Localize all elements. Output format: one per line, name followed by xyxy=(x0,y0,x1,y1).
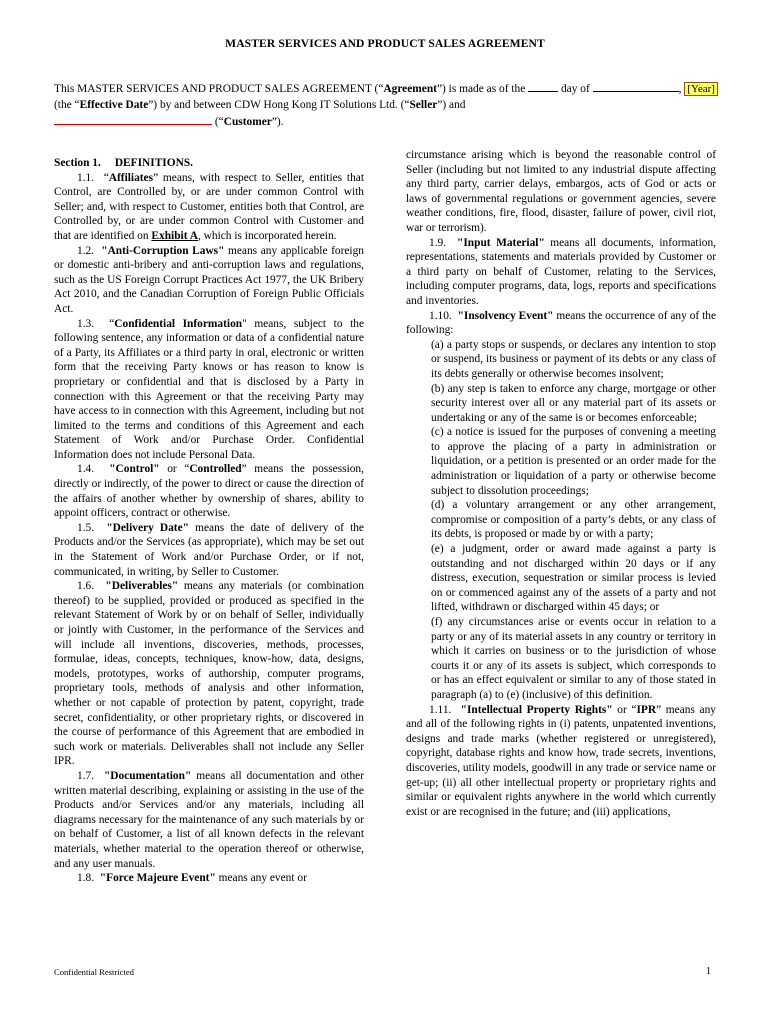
defined-term: "Insolvency Event" xyxy=(457,309,554,322)
month-blank-field[interactable] xyxy=(593,80,679,92)
definition-text: means the date of delivery of the Products and/or the Services (as appropriate), which may be set out in the Statement of Work and/or Purchase Order, or if not, communicated, in writing, by Seller to Customer. xyxy=(54,521,364,578)
intro-paragraph xyxy=(54,80,718,130)
document-title: MASTER SERVICES AND PRODUCT SALES AGREEMENT xyxy=(225,37,545,50)
footer-classification: Confidential Restricted xyxy=(54,967,134,977)
defined-term: "Intellectual Property Rights" xyxy=(460,703,613,716)
definition-1-3 xyxy=(54,317,364,463)
insolvency-item-d: (d) a voluntary arrangement or any other arrangement, compromise or composition of a party’s debts, or any class of its debts, is proposed or made by or with a party; xyxy=(431,499,716,541)
clause-number: 1.2. xyxy=(77,244,95,257)
intro-text: (“ xyxy=(214,116,224,128)
seller-term: Seller xyxy=(409,99,438,111)
definition-text: or “ xyxy=(612,703,637,716)
definition-text: means any materials (or combination thereof) to be supplied, provided or produced as specified in the relevant Statement of Work by or on behalf of Seller, individually or jointly with Customer, in the performance of the Services and will include all inventions, discoveries, methods, processes, formulae, ideas, concepts, techniques, know-how, data, designs, models, prototypes, works of authorship, computer programs, proprietary tools, methods of analysis and other information, whether or not capable of protection by patent, copyright, trade secret, confidentiality, or other proprietary rights, or discovered in the course of performance of this Agreement that are embodied in such work or materials. Deliverables shall not include any Seller IPR. xyxy=(54,580,364,768)
intro-text: ”) is made as of the xyxy=(436,83,526,95)
defined-term: "Control" xyxy=(109,463,160,476)
intro-text: , xyxy=(678,83,682,95)
defined-term: "Deliverables" xyxy=(105,580,179,593)
definition-1-5 xyxy=(54,521,364,579)
defined-term: Affiliates xyxy=(108,171,154,184)
customer-term: Customer xyxy=(223,116,272,128)
defined-term: "Anti-Corruption Laws" xyxy=(101,244,225,257)
clause-number: 1.7. xyxy=(77,769,95,782)
year-field[interactable]: [Year] xyxy=(684,82,718,96)
definition-text: or “ xyxy=(159,463,190,476)
insolvency-item-f: (f) any circumstances arise or events occur in relation to a party or any of its material assets in any country or territory in which it carries on business or to the jurisdiction of whose courts it or any of its assets is subject, which corresponds to or has an effect equivalent or similar to any of those stated in paragraph (a) to (e) (inclusive) of this definition. xyxy=(431,616,716,701)
defined-term: "Input Material" xyxy=(457,236,545,249)
definition-1-1 xyxy=(54,171,364,244)
quote: “ xyxy=(103,171,109,184)
section-number: Section 1. xyxy=(54,157,101,169)
definition-1-4 xyxy=(54,462,364,520)
intro-text: This MASTER SERVICES AND PRODUCT SALES AGREEMENT (“ xyxy=(54,83,384,95)
insolvency-item-c: (c) a notice is issued for the purposes of convening a meeting to approve the placing of a party in administration or liquidation, or a petition is presented or an order made for the administration or liquidation of a party or otherwise become subject to dissolution proceedings; xyxy=(431,426,716,497)
defined-term: Confidential Information xyxy=(114,317,243,330)
definition-1-11 xyxy=(406,703,716,820)
definition-text: means all documents, information, representations, statements and materials provided by Customer or a third party on behalf of Customer, relating to the Services, including computer programs, data, logs, reports and specifications and inventories. xyxy=(406,236,716,307)
quote: “ xyxy=(109,317,115,330)
definition-text: " means, subject to the following sentence, any information or data of a confidential nature of a Party, its Affiliates or a third party in oral, electronic or written form that the receiving Party knows or has reason to know is proprietary or confidential and that is disclosed by a Party in connection with this Agreement or that the receiving Party may have access to in connection with this Agreement, including but not limited to the terms and conditions of this Agreement and each Statement of Work and/or Purchase Order. Confidential Information does not include Personal Data. xyxy=(54,317,365,461)
definition-1-9 xyxy=(406,236,716,309)
definition-text: , which is incorporated herein. xyxy=(197,229,337,242)
definition-text: means any event or xyxy=(215,872,307,885)
section-title: DEFINITIONS. xyxy=(114,157,193,169)
intro-text: ”) and xyxy=(437,99,466,111)
definition-1-10 xyxy=(406,309,716,338)
definition-text: ” means any and all of the following rights in (i) patents, unpatented inventions, designs and trade marks (whether registered or unregistered), copyright, database rights and know how, trade secrets, inventions, discoveries, utility models, goodwill in any trade or service name or get-up; (ii) all other intellectual property or proprietary rights and similar or equivalent rights anywhere in the world which currently exist or are recognised in the future; and (iii) applications, xyxy=(406,703,716,818)
clause-number: 1.5. xyxy=(77,521,95,534)
intro-text: ”). xyxy=(271,116,284,128)
customer-name-blank-field[interactable] xyxy=(54,113,212,125)
definition-text: ” means, with respect to Seller, entities that Control, are Controlled by, or are under common Control with Seller; and, with respect to Customer, entities both that Control, are Controlled by, or are under common Control with Customer and that are identified on xyxy=(54,171,364,242)
definition-text: means any applicable foreign or domestic anti-bribery and anti-corruption laws and regulations, such as the US Foreign Corrupt Practices Act 1977, the UK Bribery Act 2010, and the Canadian Corruption of Foreign Public Officials Act. xyxy=(54,244,364,315)
right-column xyxy=(406,148,716,819)
defined-term: "Delivery Date" xyxy=(106,521,189,534)
defined-term: "Documentation" xyxy=(103,769,192,782)
defined-term: IPR xyxy=(636,703,657,716)
clause-number: 1.1. xyxy=(77,171,95,184)
effective-date-term: Effective Date xyxy=(79,99,149,111)
clause-number: 1.9. xyxy=(429,236,447,249)
section-heading xyxy=(54,156,364,171)
intro-text: ”) by and between CDW Hong Kong IT Solutions Ltd. (“ xyxy=(148,99,410,111)
defined-term: "Force Majeure Event" xyxy=(99,872,216,885)
clause-number: 1.10. xyxy=(429,309,452,322)
insolvency-item-a: (a) a party stops or suspends, or declares any intention to stop or suspend, its business or payment of its debts or any class of its debts generally or otherwise becomes insolvent; xyxy=(431,338,716,380)
definition-1-7 xyxy=(54,769,364,871)
clause-number: 1.3. xyxy=(77,317,95,330)
clause-number: 1.4. xyxy=(77,463,95,476)
left-column xyxy=(54,152,364,886)
clause-number: 1.8. xyxy=(77,872,95,885)
agreement-term: Agreement xyxy=(383,83,437,95)
definition-1-2 xyxy=(54,244,364,317)
clause-number: 1.6. xyxy=(77,580,95,593)
definition-1-8 xyxy=(54,871,364,886)
exhibit-a-link[interactable]: Exhibit A xyxy=(151,229,198,242)
page-number: 1 xyxy=(706,966,711,977)
definition-1-6 xyxy=(54,579,364,769)
intro-text: (the “ xyxy=(54,99,80,111)
day-blank-field[interactable] xyxy=(528,80,558,92)
clause-number: 1.11. xyxy=(429,703,452,716)
definition-text: means the occurrence of any of the following: xyxy=(406,309,716,337)
definition-text: means all documentation and other written material describing, explaining or assisting in the use of the Products and/or Services and/or any materials, including all diagrams necessary for the maintenance of any such materials by or on behalf of Customer, a list of all known defects in the relevant materials, whether material to the operation thereof or otherwise, and any user manuals. xyxy=(54,769,364,870)
definition-1-8-continued: circumstance arising which is beyond the reasonable control of Seller (including but not limited to any industrial dispute affecting any third party, carrier delays, embargos, acts of God or acts or laws of governmental regulations or government agencies, severe weather conditions, fire, flood, disaster, failure of power, civil riot, war or terrorism). xyxy=(406,149,716,234)
insolvency-item-b: (b) any step is taken to enforce any charge, mortgage or other security interest over all or any material part of its assets or undertaking or any of the same is or becomes enforceable; xyxy=(431,382,716,424)
definition-text: ” means the possession, directly or indirectly, of the power to direct or cause the direction of the affairs of another whether by ownership of shares, ability to appoint officers, contract or otherwise. xyxy=(54,463,364,520)
defined-term: Controlled xyxy=(189,463,242,476)
insolvency-item-e: (e) a judgment, order or award made against a party is outstanding and not discharged within 20 days or if any distress, execution, sequestration or similar process is levied on or commenced against any of the assets of a party and not lifted, withdrawn or discharged within 45 days; or xyxy=(431,543,716,614)
intro-text: day of xyxy=(560,83,590,95)
